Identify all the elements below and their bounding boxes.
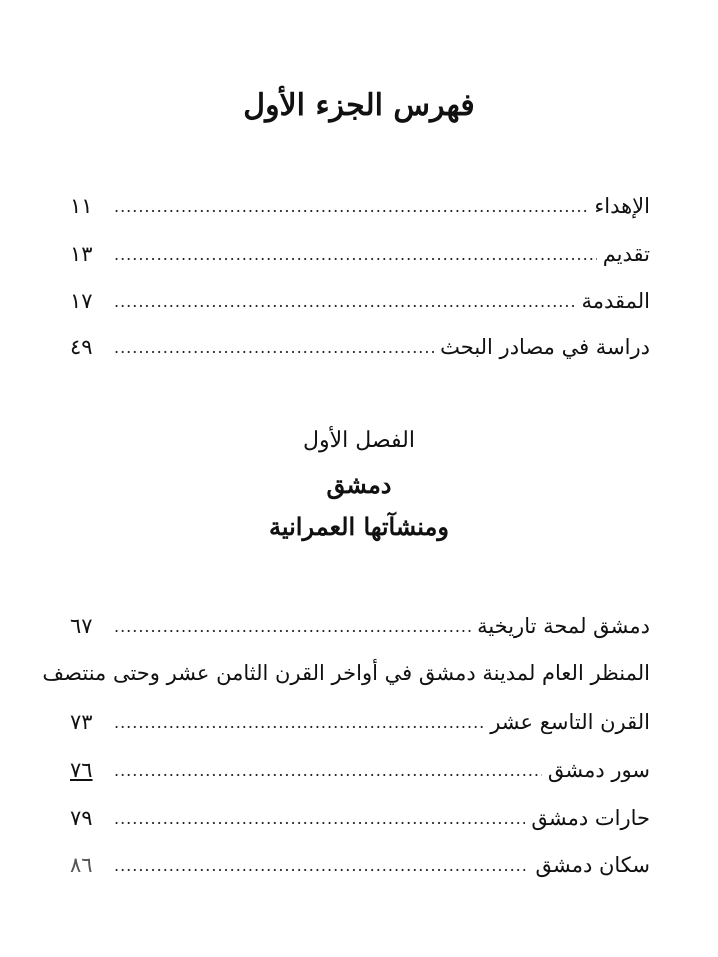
- toc-page-number: ٧٣: [70, 710, 93, 734]
- toc-page-number: ٨٦: [70, 853, 93, 877]
- toc-page-number: ٦٧: [70, 614, 93, 638]
- toc-entry-label: الإهداء: [594, 194, 650, 218]
- toc-entry-sources-study: [70, 327, 650, 367]
- dot-leader: [114, 338, 434, 357]
- dot-leader: [114, 713, 484, 732]
- toc-entry-long-line: المنظر العام لمدينة دمشق في أواخر القرن الثامن عشر وحتى منتصف: [42, 661, 650, 685]
- page-title: فهرس الجزء الأول: [243, 88, 475, 123]
- toc-page-number: ٤٩: [70, 335, 93, 359]
- toc-entry-introduction: [70, 281, 650, 321]
- toc-entry-damascus-history: [70, 606, 650, 646]
- dot-leader: [114, 809, 525, 828]
- toc-page-number: ٧٦: [70, 758, 93, 782]
- toc-entry-damascus-population: [70, 845, 650, 885]
- dot-leader: [114, 245, 597, 264]
- toc-entry-preface: [70, 234, 650, 274]
- toc-entry-damascus-quarters: [70, 798, 650, 838]
- toc-page-number: ١١: [70, 194, 93, 218]
- dot-leader: [114, 761, 542, 780]
- chapter-title-line1: دمشق: [326, 470, 392, 499]
- toc-entry-label: دراسة في مصادر البحث: [440, 335, 650, 359]
- toc-entry-nineteenth-century: [70, 702, 650, 742]
- toc-page-number: ٧٩: [70, 806, 93, 830]
- toc-entry-label: حارات دمشق: [531, 806, 650, 830]
- toc-page-number: ١٣: [70, 242, 93, 266]
- toc-entry-label: سور دمشق: [547, 758, 650, 782]
- toc-page-number: ١٧: [70, 289, 93, 313]
- chapter-title-line2: ومنشآتها العمرانية: [269, 512, 449, 541]
- toc-entry-label: تقديم: [602, 242, 650, 266]
- toc-entry-label: دمشق لمحة تاريخية: [477, 614, 650, 638]
- dot-leader: [114, 617, 471, 636]
- toc-entry-damascus-wall: [70, 750, 650, 790]
- toc-entry-label: المقدمة: [581, 289, 650, 313]
- toc-entry-dedication: [70, 186, 650, 226]
- chapter-label: الفصل الأول: [303, 428, 415, 453]
- dot-leader: [114, 197, 588, 216]
- dot-leader: [114, 856, 529, 875]
- dot-leader: [114, 292, 575, 311]
- toc-entry-label: سكان دمشق: [535, 853, 650, 877]
- toc-entry-label: القرن التاسع عشر: [490, 710, 650, 734]
